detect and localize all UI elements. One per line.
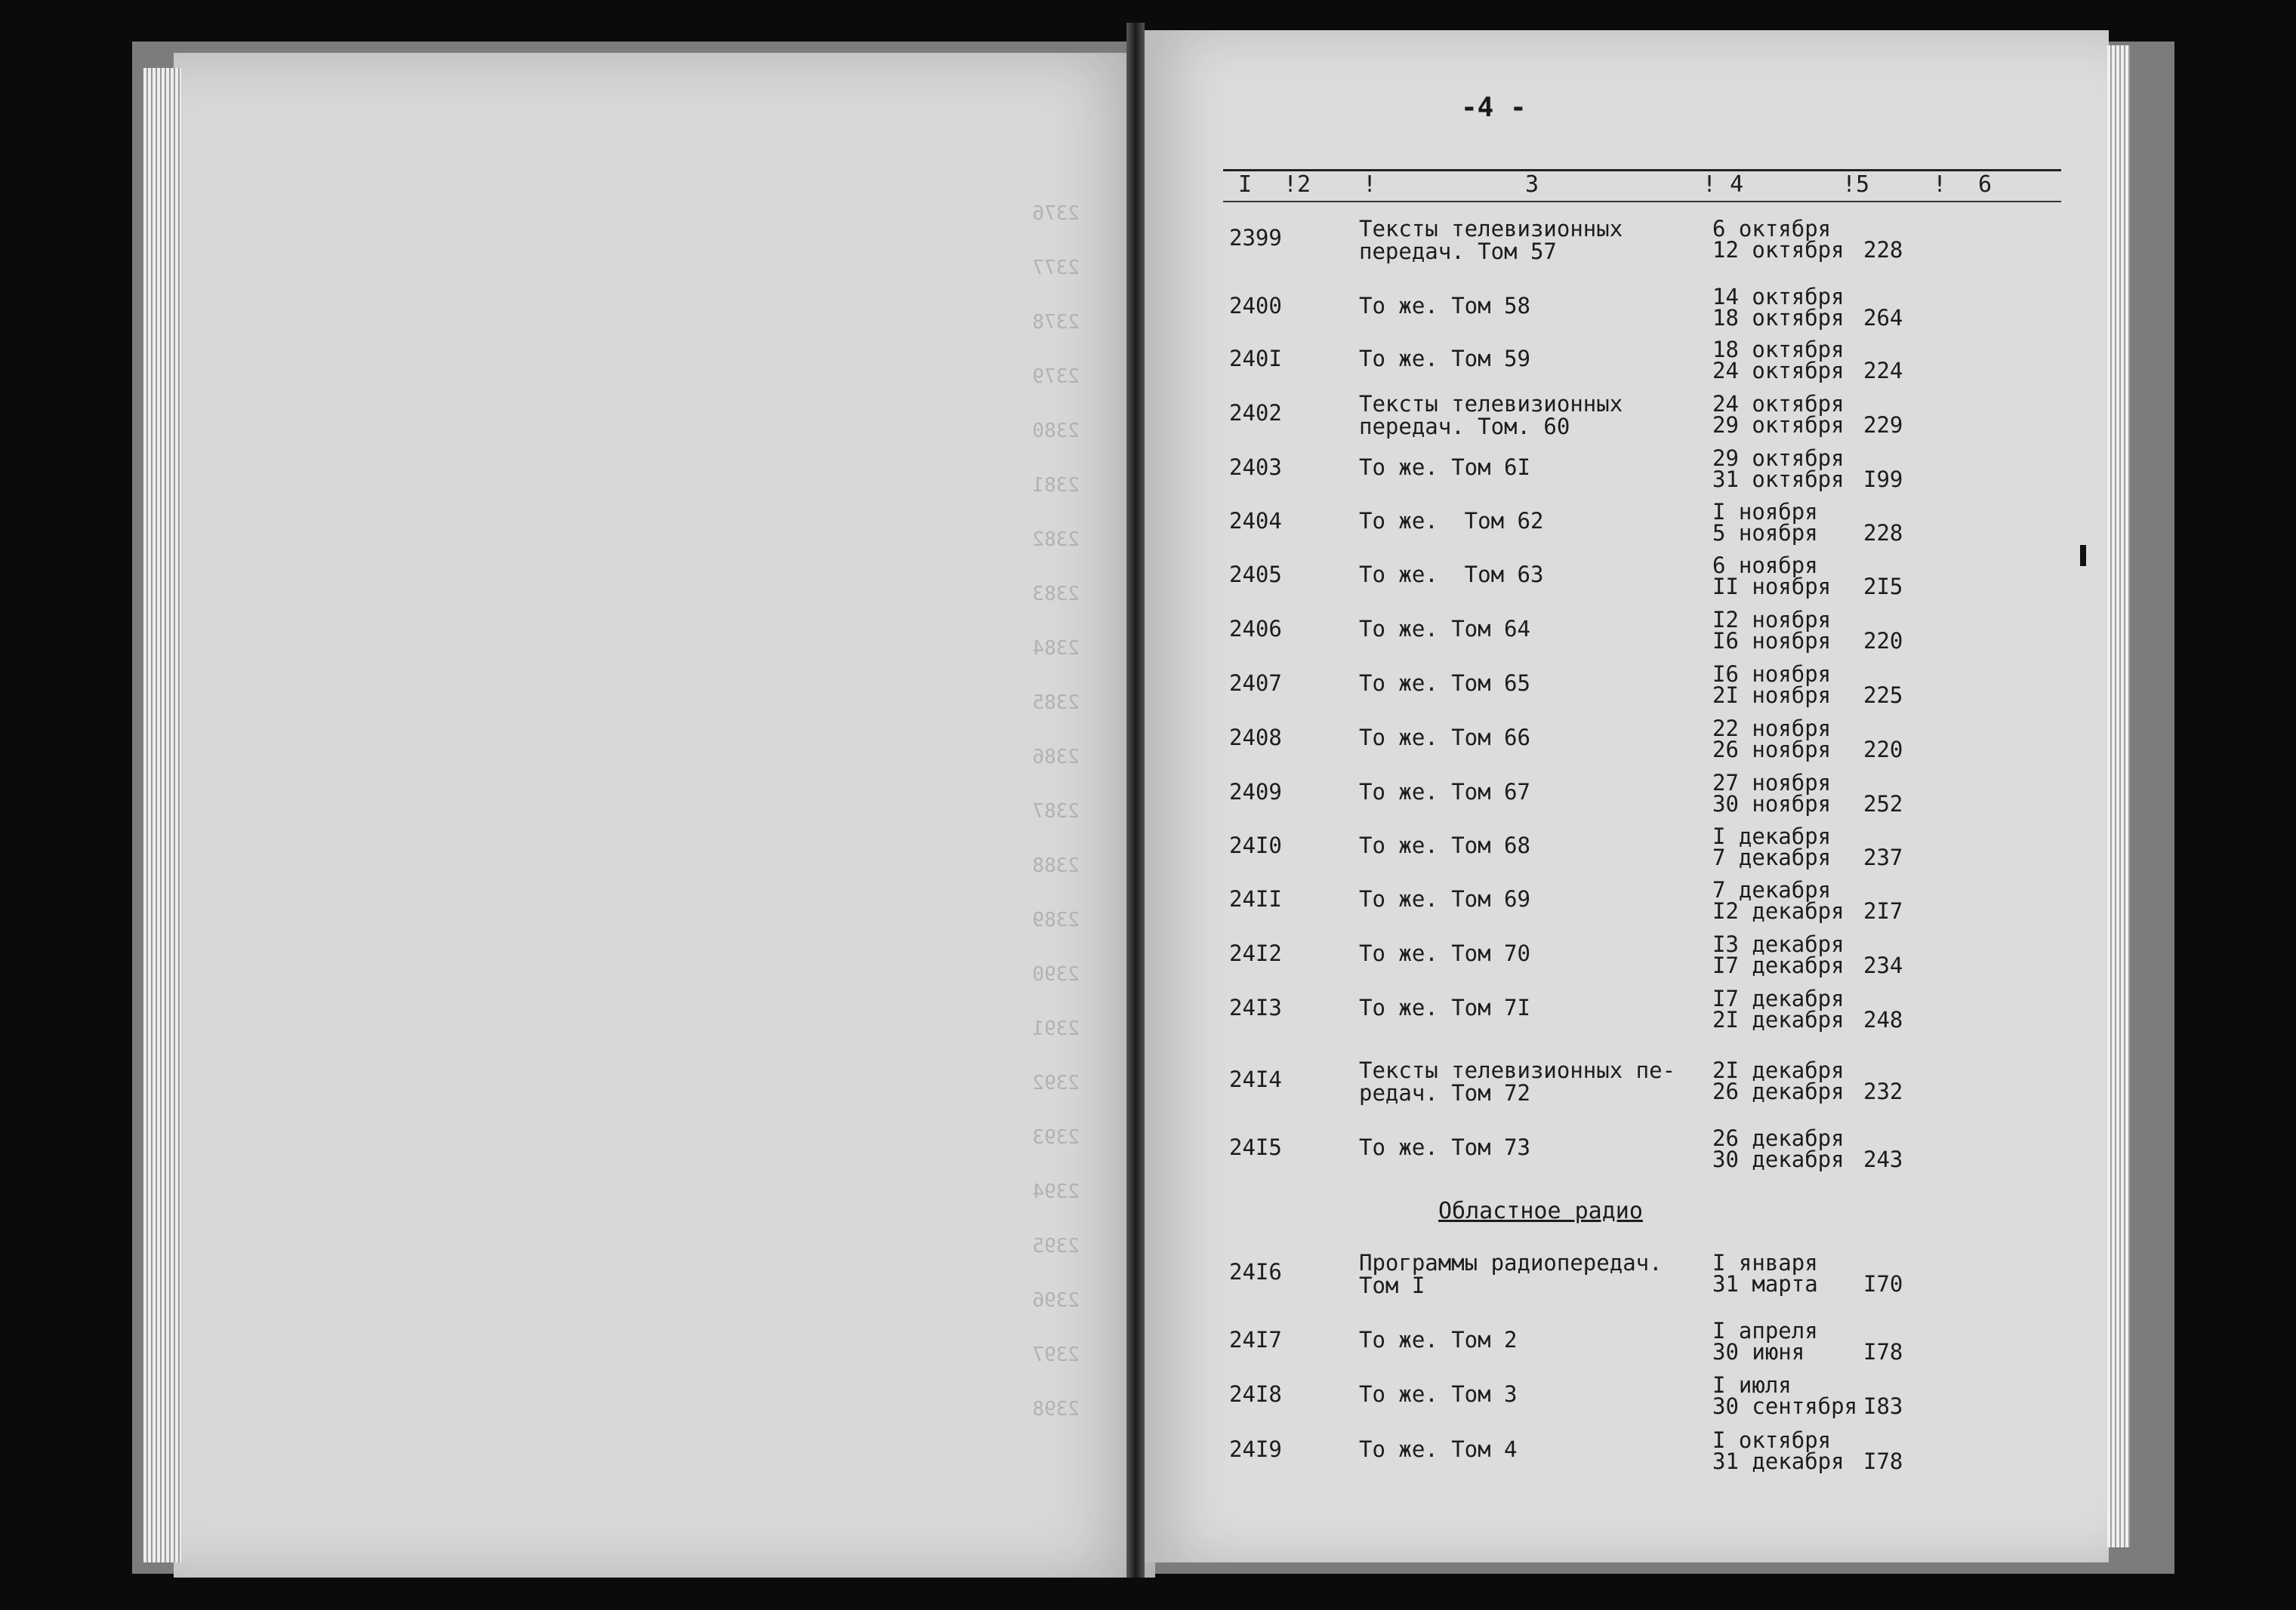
row-title: То же. Том 64 (1359, 616, 1530, 642)
row-date-from: I июля (1712, 1372, 1792, 1398)
row-number: 2399 (1229, 225, 1282, 251)
row-date-to: 31 декабря (1712, 1448, 1845, 1474)
row-title: То же. Том 59 (1359, 346, 1530, 371)
row-date-to: 29 октября (1712, 412, 1845, 438)
row-number: 2406 (1229, 616, 1282, 642)
page-edges-left (143, 68, 181, 1562)
table-rule-bottom (1223, 201, 2061, 202)
bleed-through-number: 2382 (1032, 528, 1080, 551)
bleed-through-number: 2390 (1032, 963, 1080, 986)
row-date-from: I7 декабря (1712, 986, 1845, 1011)
row-title: Тексты телевизионных передач. Том. 60 (1359, 391, 1623, 439)
row-number: 24I8 (1229, 1381, 1282, 1407)
row-number: 2405 (1229, 562, 1282, 587)
margin-mark (2080, 545, 2086, 566)
bleed-through-number: 2393 (1032, 1126, 1080, 1149)
row-pages: 228 (1863, 520, 1903, 546)
bleed-through-number: 2397 (1032, 1344, 1080, 1366)
section-heading: Областное радио (1438, 1198, 1643, 1224)
row-date-from: 7 декабря (1712, 877, 1832, 903)
row-date-from: 29 октября (1712, 445, 1845, 471)
bleed-through-number: 2385 (1032, 691, 1080, 714)
row-number: 24I6 (1229, 1259, 1282, 1285)
row-date-from: 26 декабря (1712, 1125, 1845, 1151)
row-date-to: I7 декабря (1712, 953, 1845, 978)
row-title: То же. Том 58 (1359, 293, 1530, 319)
row-pages: 229 (1863, 412, 1903, 438)
row-pages: 243 (1863, 1147, 1903, 1172)
column-header: ! (1363, 171, 1377, 198)
row-pages: I78 (1863, 1448, 1903, 1474)
column-header: !5 (1842, 171, 1870, 198)
row-pages: 237 (1863, 845, 1903, 870)
bleed-through-number: 2377 (1032, 257, 1080, 279)
row-date-to: 31 марта (1712, 1271, 1818, 1297)
row-date-to: 12 октября (1712, 237, 1845, 263)
row-date-from: I6 ноября (1712, 661, 1832, 687)
row-pages: I70 (1863, 1271, 1903, 1297)
row-title: То же. Том 67 (1359, 779, 1530, 805)
bleed-through-number: 2394 (1032, 1181, 1080, 1203)
row-pages: I83 (1863, 1393, 1903, 1419)
row-title: То же. Том 2 (1359, 1327, 1518, 1353)
row-date-to: II ноября (1712, 574, 1832, 599)
book-spine (1126, 23, 1145, 1578)
row-date-from: 14 октября (1712, 284, 1845, 309)
row-title: То же. Том 3 (1359, 1381, 1518, 1407)
row-date-from: 2I декабря (1712, 1057, 1845, 1083)
row-title: То же. Том 7I (1359, 995, 1530, 1020)
row-title: Тексты телевизионных пе- редач. Том 72 (1359, 1057, 1676, 1106)
row-number: 2403 (1229, 454, 1282, 480)
row-date-from: 6 октября (1712, 216, 1832, 242)
row-number: 24I0 (1229, 833, 1282, 858)
row-title: То же. Том 6I (1359, 454, 1530, 480)
row-pages: 228 (1863, 237, 1903, 263)
page-number: -4 - (1461, 92, 1527, 123)
column-header: 3 (1525, 171, 1539, 198)
bleed-through-number: 2388 (1032, 854, 1080, 877)
row-date-to: 30 сентября (1712, 1393, 1858, 1419)
row-date-from: I2 ноября (1712, 607, 1832, 633)
bleed-through-number: 2395 (1032, 1235, 1080, 1258)
row-date-from: I октября (1712, 1427, 1832, 1453)
row-title: То же. Том 69 (1359, 886, 1530, 912)
row-number: 24I2 (1229, 940, 1282, 966)
row-date-to: 30 ноября (1712, 791, 1832, 817)
row-pages: 264 (1863, 305, 1903, 331)
row-title: То же. Том 62 (1359, 508, 1544, 534)
row-number: 240I (1229, 346, 1282, 371)
bleed-through-number: 2379 (1032, 365, 1080, 388)
bleed-through-number: 2384 (1032, 637, 1080, 660)
row-number: 24I9 (1229, 1436, 1282, 1462)
column-header: ! (1933, 171, 1947, 198)
row-title: То же. Том 63 (1359, 562, 1544, 587)
row-pages: 234 (1863, 953, 1903, 978)
bleed-through-number: 2389 (1032, 909, 1080, 931)
row-title: То же. Том 65 (1359, 670, 1530, 696)
row-number: 24I5 (1229, 1134, 1282, 1160)
row-date-from: I января (1712, 1250, 1818, 1276)
row-pages: I78 (1863, 1339, 1903, 1365)
row-pages: 220 (1863, 628, 1903, 654)
page-edges-right (2107, 45, 2130, 1547)
bleed-through-number: 2398 (1032, 1398, 1080, 1421)
row-title: То же. Том 68 (1359, 833, 1530, 858)
row-date-to: 24 октября (1712, 358, 1845, 383)
row-pages: 2I7 (1863, 898, 1903, 924)
row-date-from: 24 октября (1712, 391, 1845, 417)
bleed-through-number: 2386 (1032, 746, 1080, 768)
row-title: То же. Том 4 (1359, 1436, 1518, 1462)
bleed-through-number: 2391 (1032, 1017, 1080, 1040)
row-date-from: I3 декабря (1712, 931, 1845, 957)
bleed-through-number: 2392 (1032, 1072, 1080, 1094)
row-date-to: 30 июня (1712, 1339, 1805, 1365)
bleed-through-number: 2378 (1032, 311, 1080, 334)
bleed-through-number: 2380 (1032, 420, 1080, 442)
row-date-from: 27 ноября (1712, 770, 1832, 796)
row-date-to: 18 октября (1712, 305, 1845, 331)
bleed-through-number: 2383 (1032, 583, 1080, 605)
row-date-to: I6 ноября (1712, 628, 1832, 654)
bleed-through-number: 2396 (1032, 1289, 1080, 1312)
row-pages: 232 (1863, 1079, 1903, 1104)
column-header: ! 4 (1703, 171, 1744, 198)
bleed-through-number: 2376 (1032, 202, 1080, 225)
row-pages: I99 (1863, 466, 1903, 492)
row-pages: 252 (1863, 791, 1903, 817)
column-header: 6 (1978, 171, 1992, 198)
row-title: То же. Том 70 (1359, 940, 1530, 966)
row-date-to: 7 декабря (1712, 845, 1832, 870)
row-number: 2409 (1229, 779, 1282, 805)
row-date-from: I декабря (1712, 823, 1832, 849)
row-date-to: 2I декабря (1712, 1007, 1845, 1033)
bleed-through-number: 2381 (1032, 474, 1080, 497)
row-pages: 220 (1863, 737, 1903, 762)
row-date-to: I2 декабря (1712, 898, 1845, 924)
row-date-from: 22 ноября (1712, 716, 1832, 741)
column-header: !2 (1284, 171, 1311, 198)
row-date-to: 31 октября (1712, 466, 1845, 492)
row-title: Тексты телевизионных передач. Том 57 (1359, 216, 1623, 264)
row-pages: 224 (1863, 358, 1903, 383)
row-title: То же. Том 66 (1359, 725, 1530, 750)
row-date-to: 26 декабря (1712, 1079, 1845, 1104)
bleed-through-number: 2387 (1032, 800, 1080, 823)
row-date-from: I ноября (1712, 499, 1818, 525)
row-number: 2400 (1229, 293, 1282, 319)
row-date-to: 2I ноября (1712, 682, 1832, 708)
column-header: I (1238, 171, 1253, 198)
row-pages: 225 (1863, 682, 1903, 708)
row-title: То же. Том 73 (1359, 1134, 1530, 1160)
row-title: Программы радиопередач. Том I (1359, 1250, 1663, 1298)
row-date-from: 18 октября (1712, 337, 1845, 362)
row-number: 2404 (1229, 508, 1282, 534)
row-number: 24I3 (1229, 995, 1282, 1020)
row-pages: 248 (1863, 1007, 1903, 1033)
row-date-to: 30 декабря (1712, 1147, 1845, 1172)
right-page (1139, 30, 2109, 1562)
row-number: 2402 (1229, 400, 1282, 426)
row-date-from: I апреля (1712, 1318, 1818, 1344)
row-number: 2407 (1229, 670, 1282, 696)
row-pages: 2I5 (1863, 574, 1903, 599)
row-number: 24I4 (1229, 1067, 1282, 1092)
row-date-from: 6 ноября (1712, 553, 1818, 578)
row-date-to: 5 ноября (1712, 520, 1818, 546)
row-number: 2408 (1229, 725, 1282, 750)
row-date-to: 26 ноября (1712, 737, 1832, 762)
left-page (174, 53, 1155, 1578)
row-number: 24II (1229, 886, 1282, 912)
row-number: 24I7 (1229, 1327, 1282, 1353)
